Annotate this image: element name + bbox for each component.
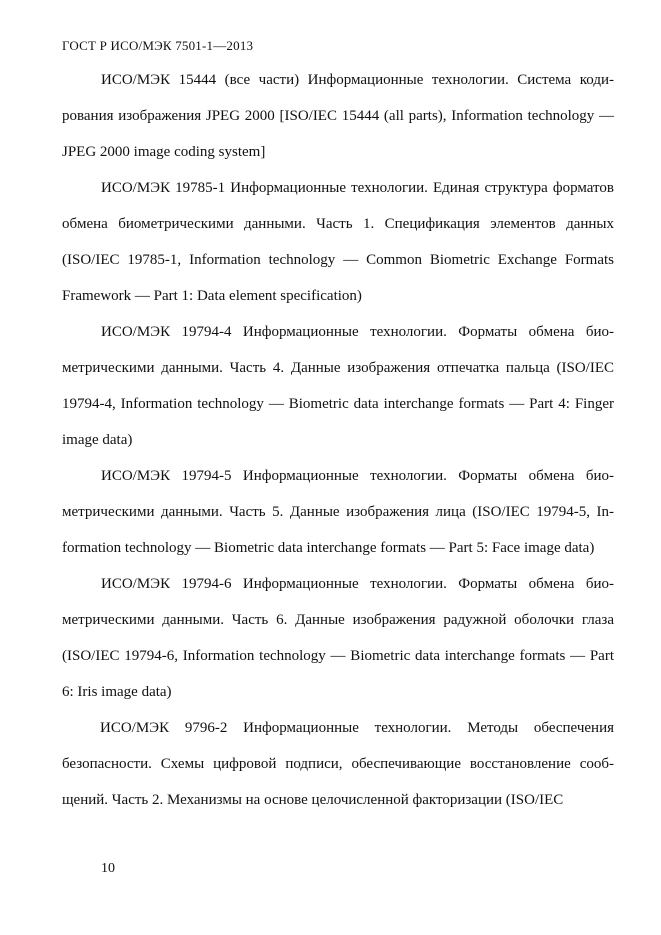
reference-iso-19794-6: ИСО/МЭК 19794-6 Информационные технологии. Форматы обмена биометрическими данными. Часть 6. Данные изображения радужной оболочки глаза (ISO/IEC 19794-6, Information technology — Biometric data interchange formats — Part 6: Iris image data)	[62, 576, 614, 700]
normative-references	[62, 62, 614, 818]
reference-iso-19794-5: ИСО/МЭК 19794-5 Информационные технологии. Форматы обмена биометрическими данными. Часть 5. Данные изображения лица (ISO/IEC 19794-5, Information technology — Biometric data interchange formats — Part 5: Face image data)	[62, 468, 614, 556]
page-number: 10	[101, 861, 115, 876]
document-header: ГОСТ Р ИСО/МЭК 7501-1—2013	[62, 38, 254, 53]
reference-iso-9796-2: ИСО/МЭК 9796-2 Информационные технологии. Методы обеспечения безопасности. Схемы цифровой подписи, обеспечивающие восстановление сообщений. Часть 2. Механизмы на основе целочисленной факторизации (ISO/IEC	[62, 720, 614, 808]
reference-iso-19785-1: ИСО/МЭК 19785-1 Информационные технологии. Единая структура форматов обмена биометрическими данными. Часть 1. Спецификация элементов данных (ISO/IEC 19785-1, Information technology — Common Biometric Exchange Formats Framework — Part 1: Data element specification)	[62, 180, 614, 304]
reference-iso-15444: ИСО/МЭК 15444 (все части) Информационные технологии. Система кодирования изображения JPEG 2000 [ISO/IEC 15444 (all parts), Information technology — JPEG 2000 image coding system]	[62, 72, 614, 160]
reference-iso-19794-4: ИСО/МЭК 19794-4 Информационные технологии. Форматы обмена биометрическими данными. Часть 4. Данные изображения отпечатка пальца (ISO/IEC 19794-4, Information technology — Biometric data interchange formats — Part 4: Finger image data)	[62, 324, 614, 448]
